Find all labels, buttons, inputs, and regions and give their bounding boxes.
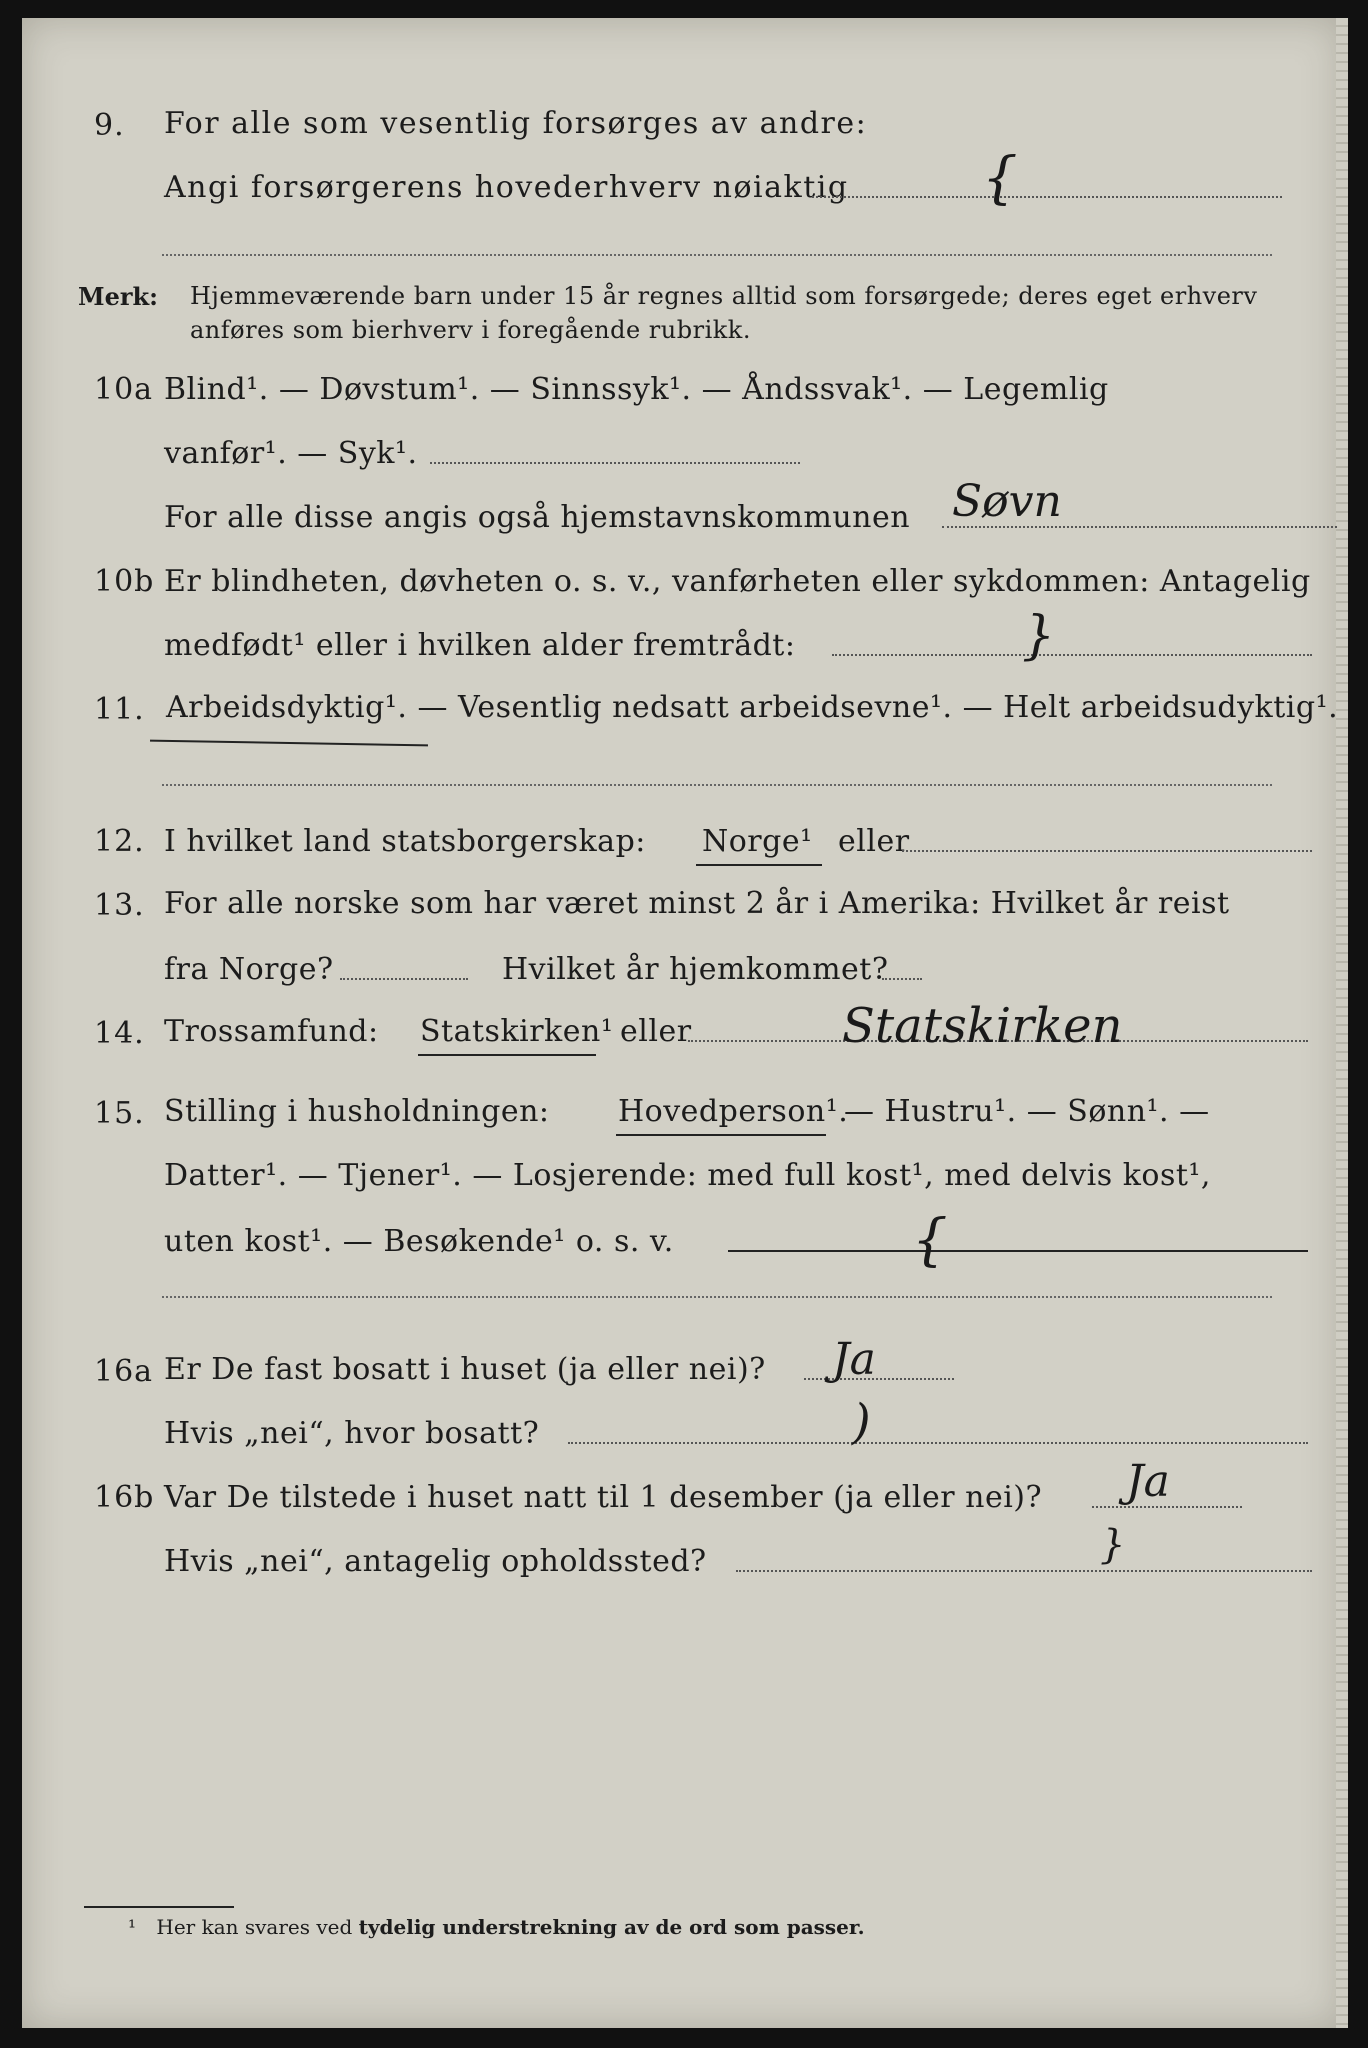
footnote-mark: ¹ bbox=[128, 1915, 137, 1939]
merk-line1: Hjemmeværende barn under 15 år regnes alltid som forsørgede; deres eget erhverv bbox=[190, 282, 1258, 310]
q16a-line1: Er De fast bosatt i huset (ja eller nei)? bbox=[164, 1352, 766, 1387]
q12-answer-underline bbox=[696, 864, 822, 866]
q16b-line1: Var De tilstede i huset natt til 1 desember (ja eller nei)? bbox=[164, 1480, 1043, 1515]
q11-number: 11. bbox=[94, 692, 145, 727]
q11-answer-underline bbox=[150, 740, 428, 747]
q15-brace-mark: { bbox=[912, 1208, 948, 1273]
q14-line1c: eller bbox=[620, 1014, 692, 1049]
q13-line2b: Hvilket år hjemkommet? bbox=[502, 952, 889, 987]
q16a-answer: Ja bbox=[832, 1334, 876, 1385]
q10a-number: 10a bbox=[94, 372, 154, 407]
q10b-number: 10b bbox=[94, 564, 155, 599]
q16b-line2: Hvis „nei“, antagelig opholdssted? bbox=[164, 1544, 707, 1579]
q11-extra-line bbox=[162, 784, 1272, 786]
q16b-number: 16b bbox=[94, 1480, 155, 1515]
q15-extra-line bbox=[162, 1296, 1272, 1298]
q12-number: 12. bbox=[94, 824, 145, 859]
merk-line2: anføres som bierhverv i foregående rubrikk. bbox=[190, 316, 751, 344]
q9-line2: Angi forsørgerens hovederhverv nøiaktig bbox=[164, 170, 849, 205]
q13-line2a: fra Norge? bbox=[164, 952, 334, 987]
q10b-brace-mark: } bbox=[1022, 606, 1056, 666]
q15-number: 15. bbox=[94, 1096, 145, 1131]
q14-number: 14. bbox=[94, 1016, 145, 1051]
q16a-answer-line bbox=[804, 1378, 954, 1380]
footnote-text: Her kan svares ved bbox=[156, 1915, 353, 1939]
q10b-answer-line bbox=[832, 654, 1312, 656]
q10a-line1: Blind¹. — Døvstum¹. — Sinnssyk¹. — Åndssvak¹. — Legemlig bbox=[164, 372, 1109, 407]
merk-label: Merk: bbox=[78, 282, 158, 311]
q10a-line2: vanfør¹. — Syk¹. bbox=[164, 436, 418, 471]
q13-line1: For alle norske som har været minst 2 år i Amerika: Hvilket år reist bbox=[164, 886, 1230, 921]
q10a-line3: For alle disse angis også hjemstavnskommunen bbox=[164, 500, 911, 535]
q9-number: 9. bbox=[94, 108, 125, 143]
q12-line1b: Norge¹ bbox=[702, 824, 813, 859]
q16a-number: 16a bbox=[94, 1354, 154, 1389]
q10b-line1: Er blindheten, døvheten o. s. v., vanførheten eller sykdommen: Antagelig bbox=[164, 564, 1311, 599]
q9-line1: For alle som vesentlig forsørges av andre: bbox=[164, 106, 868, 141]
q16a-line2-dots bbox=[568, 1442, 1308, 1444]
footnote-rule bbox=[84, 1906, 234, 1908]
q16b-answer: Ja bbox=[1126, 1456, 1170, 1507]
q14-answer: Statskirken bbox=[842, 998, 1123, 1054]
q15-line1a: Stilling i husholdningen: bbox=[164, 1094, 550, 1129]
q14-answer-underline bbox=[418, 1054, 596, 1056]
footnote-text-bold: tydelig understrekning av de ord som passer. bbox=[358, 1915, 865, 1939]
q15-line1b: Hovedperson¹. bbox=[618, 1094, 849, 1129]
q13-number: 13. bbox=[94, 888, 145, 923]
page-edge bbox=[1336, 18, 1348, 2028]
q10b-line2: medfødt¹ eller i hvilken alder fremtrådt: bbox=[164, 628, 796, 663]
q16a-line2: Hvis „nei“, hvor bosatt? bbox=[164, 1416, 540, 1451]
q16b-brace-mark: } bbox=[1100, 1522, 1126, 1568]
q10a-answer: Søvn bbox=[952, 476, 1062, 527]
q16a-brace-mark: ) bbox=[852, 1394, 871, 1450]
q11-line1: Arbeidsdyktig¹. — Vesentlig nedsatt arbeidsevne¹. — Helt arbeidsudyktig¹. bbox=[166, 690, 1339, 725]
q15-line2: Datter¹. — Tjener¹. — Losjerende: med full kost¹, med delvis kost¹, bbox=[164, 1158, 1211, 1193]
q9-extra-line bbox=[162, 254, 1272, 256]
q16b-line2-dots bbox=[736, 1570, 1312, 1572]
q14-line1b: Statskirken¹ bbox=[420, 1014, 614, 1049]
q15-line3: uten kost¹. — Besøkende¹ o. s. v. bbox=[164, 1224, 674, 1259]
q12-line1c: eller bbox=[838, 824, 910, 859]
census-form-page bbox=[22, 18, 1342, 2028]
q12-answer-line bbox=[902, 850, 1312, 852]
footnote bbox=[128, 1915, 865, 1939]
q10a-line2-dots bbox=[430, 462, 800, 464]
q12-line1a: I hvilket land statsborgerskap: bbox=[164, 824, 646, 859]
q14-line1a: Trossamfund: bbox=[164, 1014, 379, 1049]
q9-brace-mark: { bbox=[982, 146, 1018, 211]
q15-line1c: — Hustru¹. — Sønn¹. — bbox=[844, 1094, 1210, 1129]
q13-year-right-line bbox=[882, 978, 922, 980]
q13-year-left-line bbox=[340, 978, 468, 980]
q9-answer-line bbox=[812, 196, 1282, 198]
q15-answer-underline bbox=[616, 1134, 826, 1136]
q15-answer-line bbox=[728, 1250, 1308, 1252]
